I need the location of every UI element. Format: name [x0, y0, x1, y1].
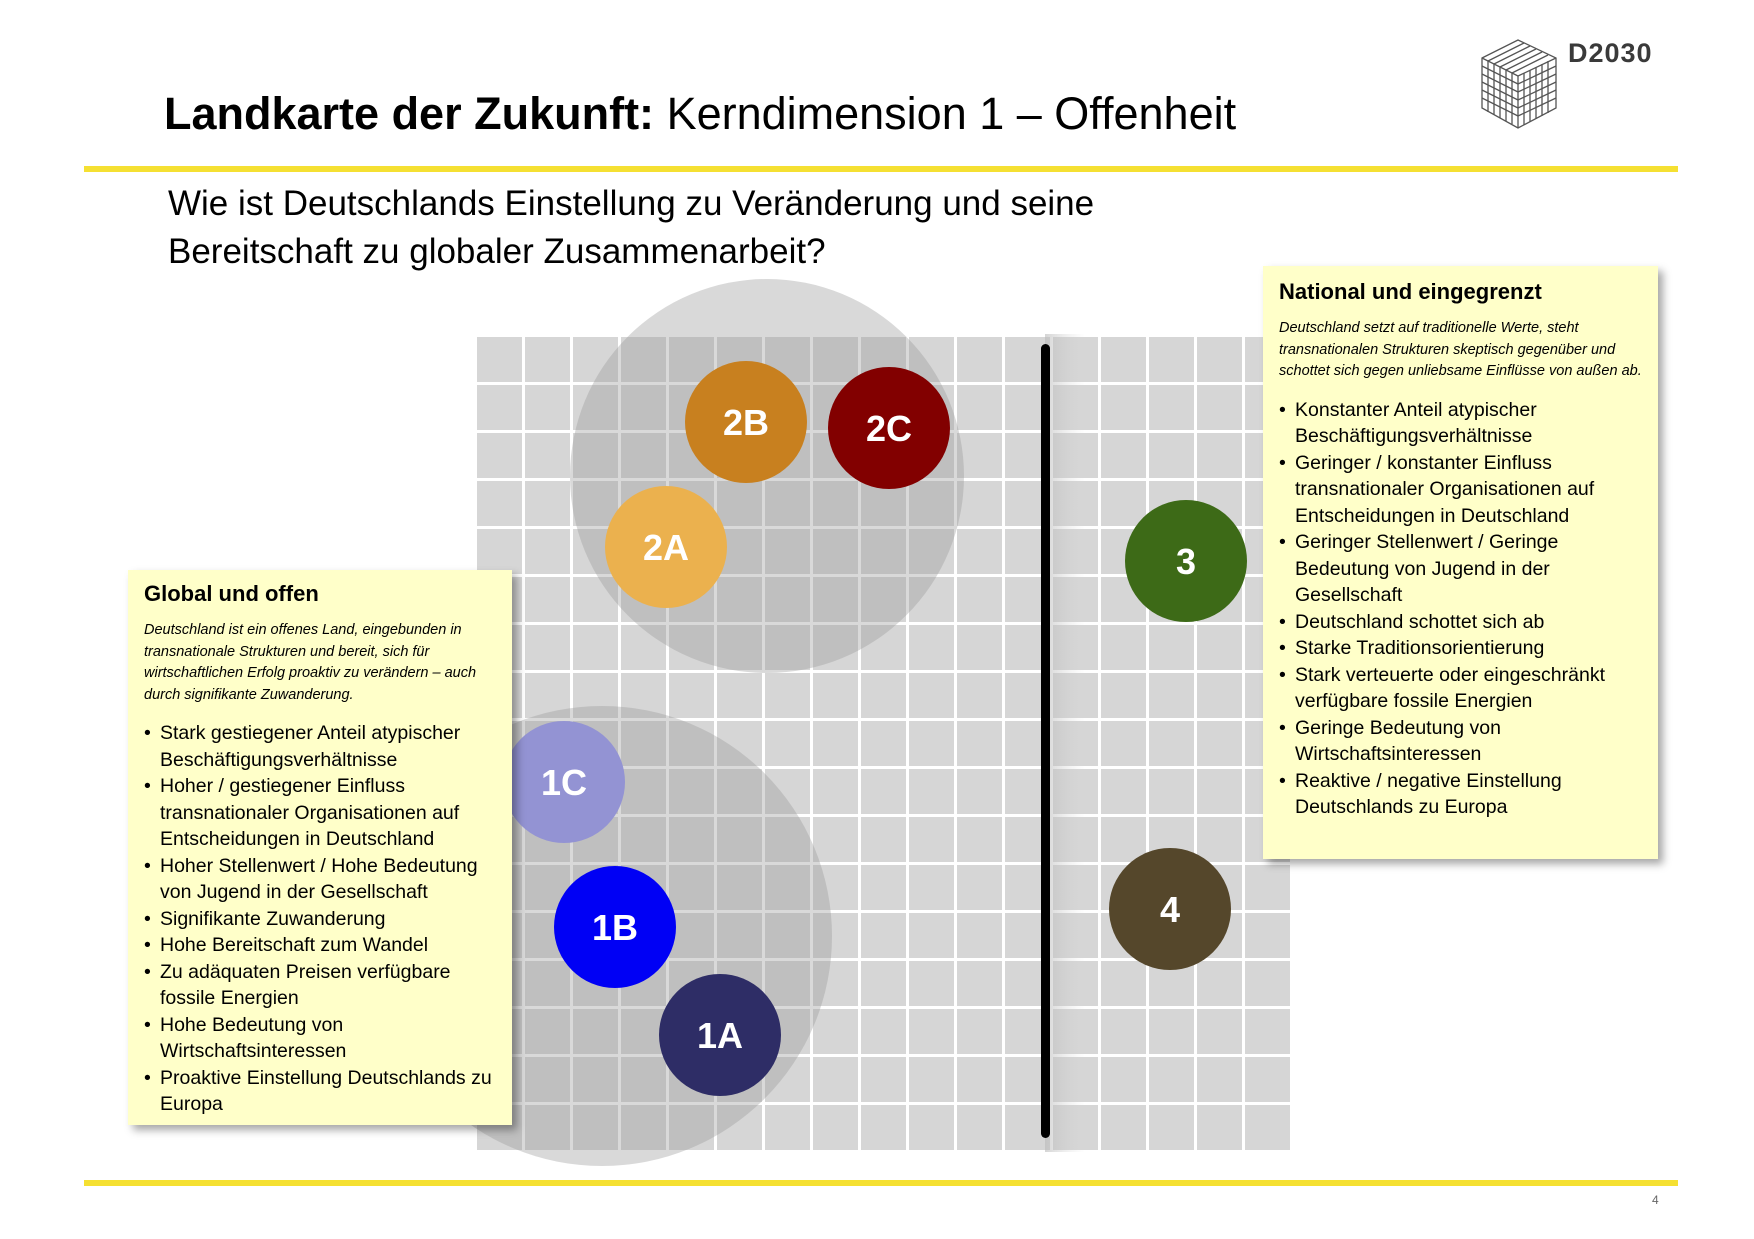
list-item: • Geringer / konstanter Einfluss transnationaler Organisationen auf Entscheidungen in Deutschland [1279, 450, 1644, 530]
global-box-description: Deutschland ist ein offenes Land, eingebunden in transnationale Strukturen und bereit, sich für wirtschaftlichen Erfolg proaktiv zu verändern – auch durch signifikante Zuwanderung. [144, 622, 477, 703]
list-item: • Hoher / gestiegener Einfluss transnationaler Organisationen auf Entscheidungen in Deutschland [144, 773, 498, 853]
national-box-heading: National und eingegrenzt [1279, 279, 1542, 304]
global-box-heading: Global und offen [144, 581, 319, 606]
scenario-circle-4 [1109, 848, 1231, 970]
list-item: • Stark gestiegener Anteil atypischer Beschäftigungsverhältnisse [144, 720, 498, 773]
list-item: • Konstanter Anteil atypischer Beschäftigungsverhältnisse [1279, 397, 1644, 450]
list-item: • Zu adäquaten Preisen verfügbare fossile Energien [144, 959, 498, 1012]
page-title-rest: Kerndimension 1 – Offenheit [666, 88, 1237, 139]
list-item: • Hohe Bereitschaft zum Wandel [144, 932, 498, 959]
scenario-circle-2a [605, 486, 727, 608]
page-number: 4 [1652, 1193, 1659, 1207]
page-title-bold: Landkarte der Zukunft: [164, 88, 655, 139]
scenario-circle-1a [659, 974, 781, 1096]
scenario-label: 2B [722, 402, 770, 443]
scenario-circle-3 [1125, 500, 1247, 622]
national-box-description: Deutschland setzt auf traditionelle Werte, steht transnationalen Strukturen skeptisch gegenüber und schottet sich gegen unliebsame Einflüsse von außen ab. [1279, 320, 1642, 379]
list-item: • Proaktive Einstellung Deutschlands zu Europa [144, 1065, 498, 1118]
global-offen-box [128, 570, 512, 1125]
scenario-label: 1C [540, 762, 588, 803]
list-item: • Signifikante Zuwanderung [144, 906, 498, 933]
scenario-label: 3 [1175, 541, 1197, 582]
scenario-label: 2C [865, 408, 913, 449]
list-item: • Starke Traditionsorientierung [1279, 635, 1644, 662]
subtitle-line-1: Wie ist Deutschlands Einstellung zu Veränderung und seine [168, 184, 1095, 223]
scenario-label: 2A [642, 527, 690, 568]
subtitle-line-2: Bereitschaft zu globaler Zusammenarbeit? [168, 232, 826, 271]
list-item: • Stark verteuerte oder eingeschränkt verfügbare fossile Energien [1279, 662, 1644, 715]
bottom-accent-line [84, 1180, 1678, 1186]
national-box-list [1279, 397, 1644, 821]
map-divider-line [1041, 344, 1050, 1138]
scenario-circle-1b [554, 866, 676, 988]
list-item: • Deutschland schottet sich ab [1279, 609, 1644, 636]
scenario-circle-1c [503, 721, 625, 843]
scenario-label: 1B [591, 907, 639, 948]
national-eingegrenzt-box [1263, 266, 1658, 859]
list-item: • Hohe Bedeutung von Wirtschaftsinteressen [144, 1012, 498, 1065]
scenario-label: 1A [696, 1015, 744, 1056]
divider-shadow [1045, 334, 1085, 1152]
logo-text: D2030 [1568, 38, 1653, 68]
list-item: • Geringe Bedeutung von Wirtschaftsinteressen [1279, 715, 1644, 768]
scenario-circle-2c [828, 367, 950, 489]
list-item: • Reaktive / negative Einstellung Deutschlands zu Europa [1279, 768, 1644, 821]
global-box-list [144, 720, 498, 1118]
list-item: • Hoher Stellenwert / Hohe Bedeutung von Jugend in der Gesellschaft [144, 853, 498, 906]
list-item: • Geringer Stellenwert / Geringe Bedeutung von Jugend in der Gesellschaft [1279, 529, 1644, 609]
scenario-label: 4 [1159, 889, 1181, 930]
scenario-circle-2b [685, 361, 807, 483]
